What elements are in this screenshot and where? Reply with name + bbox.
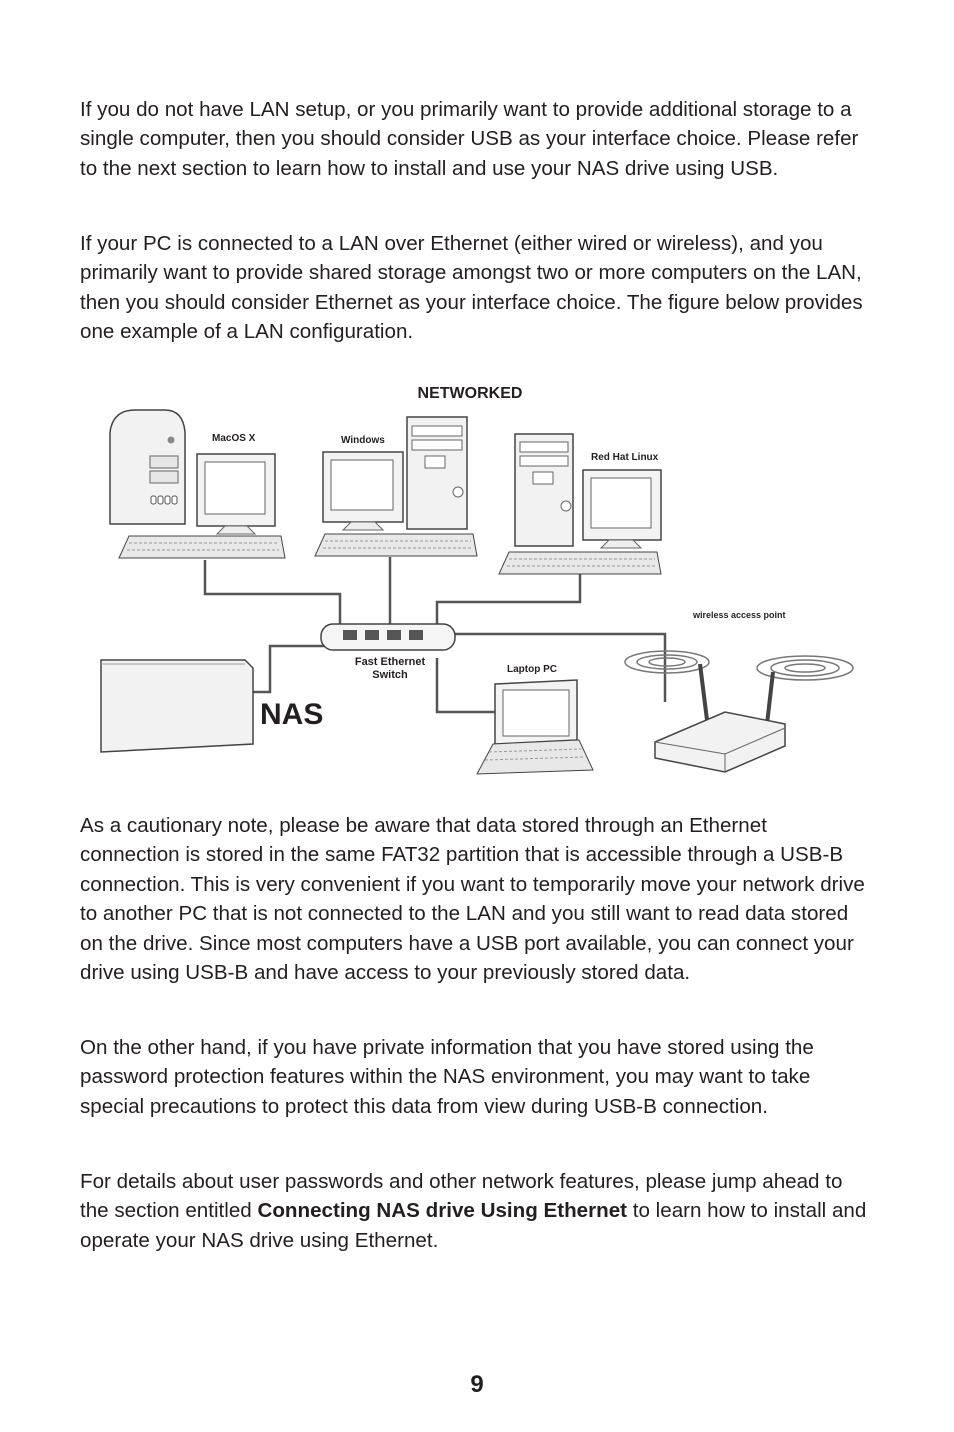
macos-label: MacOS X — [212, 433, 256, 444]
laptop-computer — [477, 664, 593, 774]
paragraph-usb-choice: If you do not have LAN setup, or you primarily want to provide additional storage to a single computer, then you should consider USB as your interface choice. Please refer to the next section to learn how to install and use your NAS drive using USB. — [80, 98, 859, 180]
section-reference-link: Connecting NAS drive Using Ethernet — [257, 1199, 628, 1223]
redhat-computer — [499, 434, 661, 574]
paragraph-private-info: On the other hand, if you have private information that you have stored using the password protection features within the NAS environment, you may want to take special precautions to protect this data from view during USB-B connection. — [80, 1036, 814, 1118]
paragraph-ethernet-choice: If your PC is connected to a LAN over Ethernet (either wired or wireless), and you primarily want to provide shared storage amongst two or more computers on the LAN, then you should consider Ethernet as your interface choice. The figure below provides one example of a LAN configuration. — [80, 232, 863, 344]
page-number: 9 — [470, 1371, 484, 1398]
details-text-after: to learn how to install and operate your NAS drive using Ethernet. — [80, 1199, 867, 1252]
macos-computer — [110, 410, 285, 558]
paragraph-details — [80, 1167, 870, 1255]
paragraph-caution: As a cautionary note, please be aware that data stored through an Ethernet connection is stored in the same FAT32 partition that is accessible through a USB-B connection. This is very convenient if you want to temporarily move your network drive to another PC that is not connected to the LAN and you still want to read data stored on the drive. Since most computers have a USB port available, you can connect your drive using USB-B and have access to your previously stored data. — [80, 814, 865, 985]
windows-computer — [315, 417, 477, 556]
nas-label: NAS — [260, 698, 324, 731]
nas-drive — [101, 660, 323, 752]
ethernet-switch — [321, 624, 455, 681]
switch-label-line2: Switch — [372, 669, 408, 681]
switch-label-line1: Fast Ethernet — [354, 656, 426, 668]
details-text-before: For details about user passwords and other network features, please jump ahead to the section entitled — [80, 1170, 843, 1223]
wap-label: wireless access point — [693, 610, 786, 620]
network-diagram-svg — [85, 372, 865, 792]
windows-label: Windows — [341, 435, 385, 446]
laptop-label: Laptop PC — [507, 664, 557, 675]
network-diagram — [85, 372, 865, 792]
diagram-title: NETWORKED — [417, 385, 523, 402]
redhat-label: Red Hat Linux — [591, 452, 659, 463]
